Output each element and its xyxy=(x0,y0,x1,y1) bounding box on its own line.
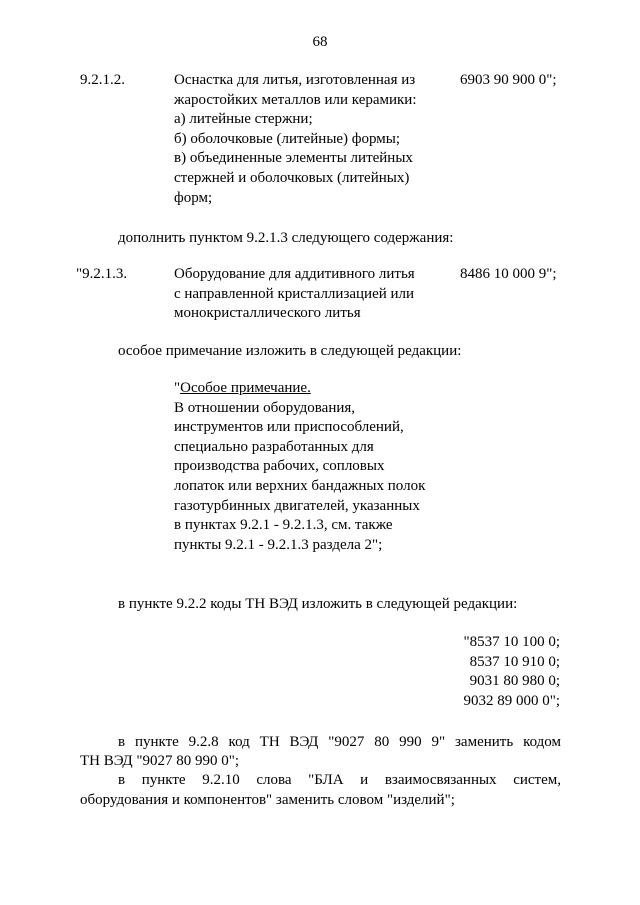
item-description-9213 xyxy=(174,265,415,324)
para-928-line1: в пункте 9.2.8 код ТН ВЭД "9027 80 990 9" заменить кодом xyxy=(118,734,561,750)
note-line: пункты 9.2.1 - 9.2.1.3 раздела 2"; xyxy=(174,536,383,553)
item-description-9212 xyxy=(174,71,417,208)
note-line: производства рабочих, сопловых xyxy=(174,458,385,475)
para-9210-line1: в пункте 9.2.10 слова "БЛА и взаимосвязанных систем, xyxy=(118,772,561,788)
description-line: форм; xyxy=(174,189,213,206)
instruction-codes-922: в пункте 9.2.2 коды ТН ВЭД изложить в следующей редакции: xyxy=(118,596,518,612)
special-note-block xyxy=(174,379,425,555)
instruction-special-note: особое примечание изложить в следующей редакции: xyxy=(118,343,462,359)
tnved-code-9213: 8486 10 000 9"; xyxy=(460,266,557,282)
code-line: 8537 10 910 0; xyxy=(469,653,560,670)
code-line: 9032 89 000 0"; xyxy=(463,692,560,709)
item-code-9213: "9.2.1.3. xyxy=(76,266,128,282)
codes-list-922 xyxy=(450,633,560,711)
quote-mark: " xyxy=(174,380,181,396)
special-note-title-line xyxy=(174,379,425,399)
description-line: а) литейные стержни; xyxy=(174,111,313,128)
description-line: жаростойких металлов или керамики: xyxy=(174,91,417,108)
description-line: б) оболочковые (литейные) формы; xyxy=(174,130,401,147)
note-line: инструментов или приспособлений, xyxy=(174,419,404,436)
para-9210-line2: оборудования и компонентов" заменить словом "изделий"; xyxy=(80,792,455,808)
note-line: специально разработанных для xyxy=(174,438,374,455)
note-line: газотурбинных двигателей, указанных xyxy=(174,497,420,514)
page-number: 68 xyxy=(312,34,328,50)
code-line: "8537 10 100 0; xyxy=(463,634,560,650)
description-line: стержней и оболочковых (литейных) xyxy=(174,169,410,186)
note-line: в пунктах 9.2.1 - 9.2.1.3, см. также xyxy=(174,517,393,534)
description-line: Оборудование для аддитивного литья xyxy=(174,266,415,282)
description-line: монокристаллического литья xyxy=(174,305,361,322)
note-line: В отношении оборудования, xyxy=(174,399,356,416)
special-note-title: Особое примечание. xyxy=(180,380,311,396)
code-line: 9031 80 980 0; xyxy=(469,673,560,690)
note-line: лопаток или верхних бандажных полок xyxy=(174,477,426,494)
description-line: Оснастка для литья, изготовленная из xyxy=(174,72,416,88)
instruction-add-9213: дополнить пунктом 9.2.1.3 следующего содержания: xyxy=(118,230,454,246)
description-line: в) объединенные элементы литейных xyxy=(174,150,413,167)
tnved-code-9212: 6903 90 900 0"; xyxy=(460,72,557,88)
description-line: с направленной кристаллизацией или xyxy=(174,285,415,302)
item-code-9212: 9.2.1.2. xyxy=(80,72,125,88)
para-928-line2: ТН ВЭД "9027 80 990 0"; xyxy=(80,753,240,769)
